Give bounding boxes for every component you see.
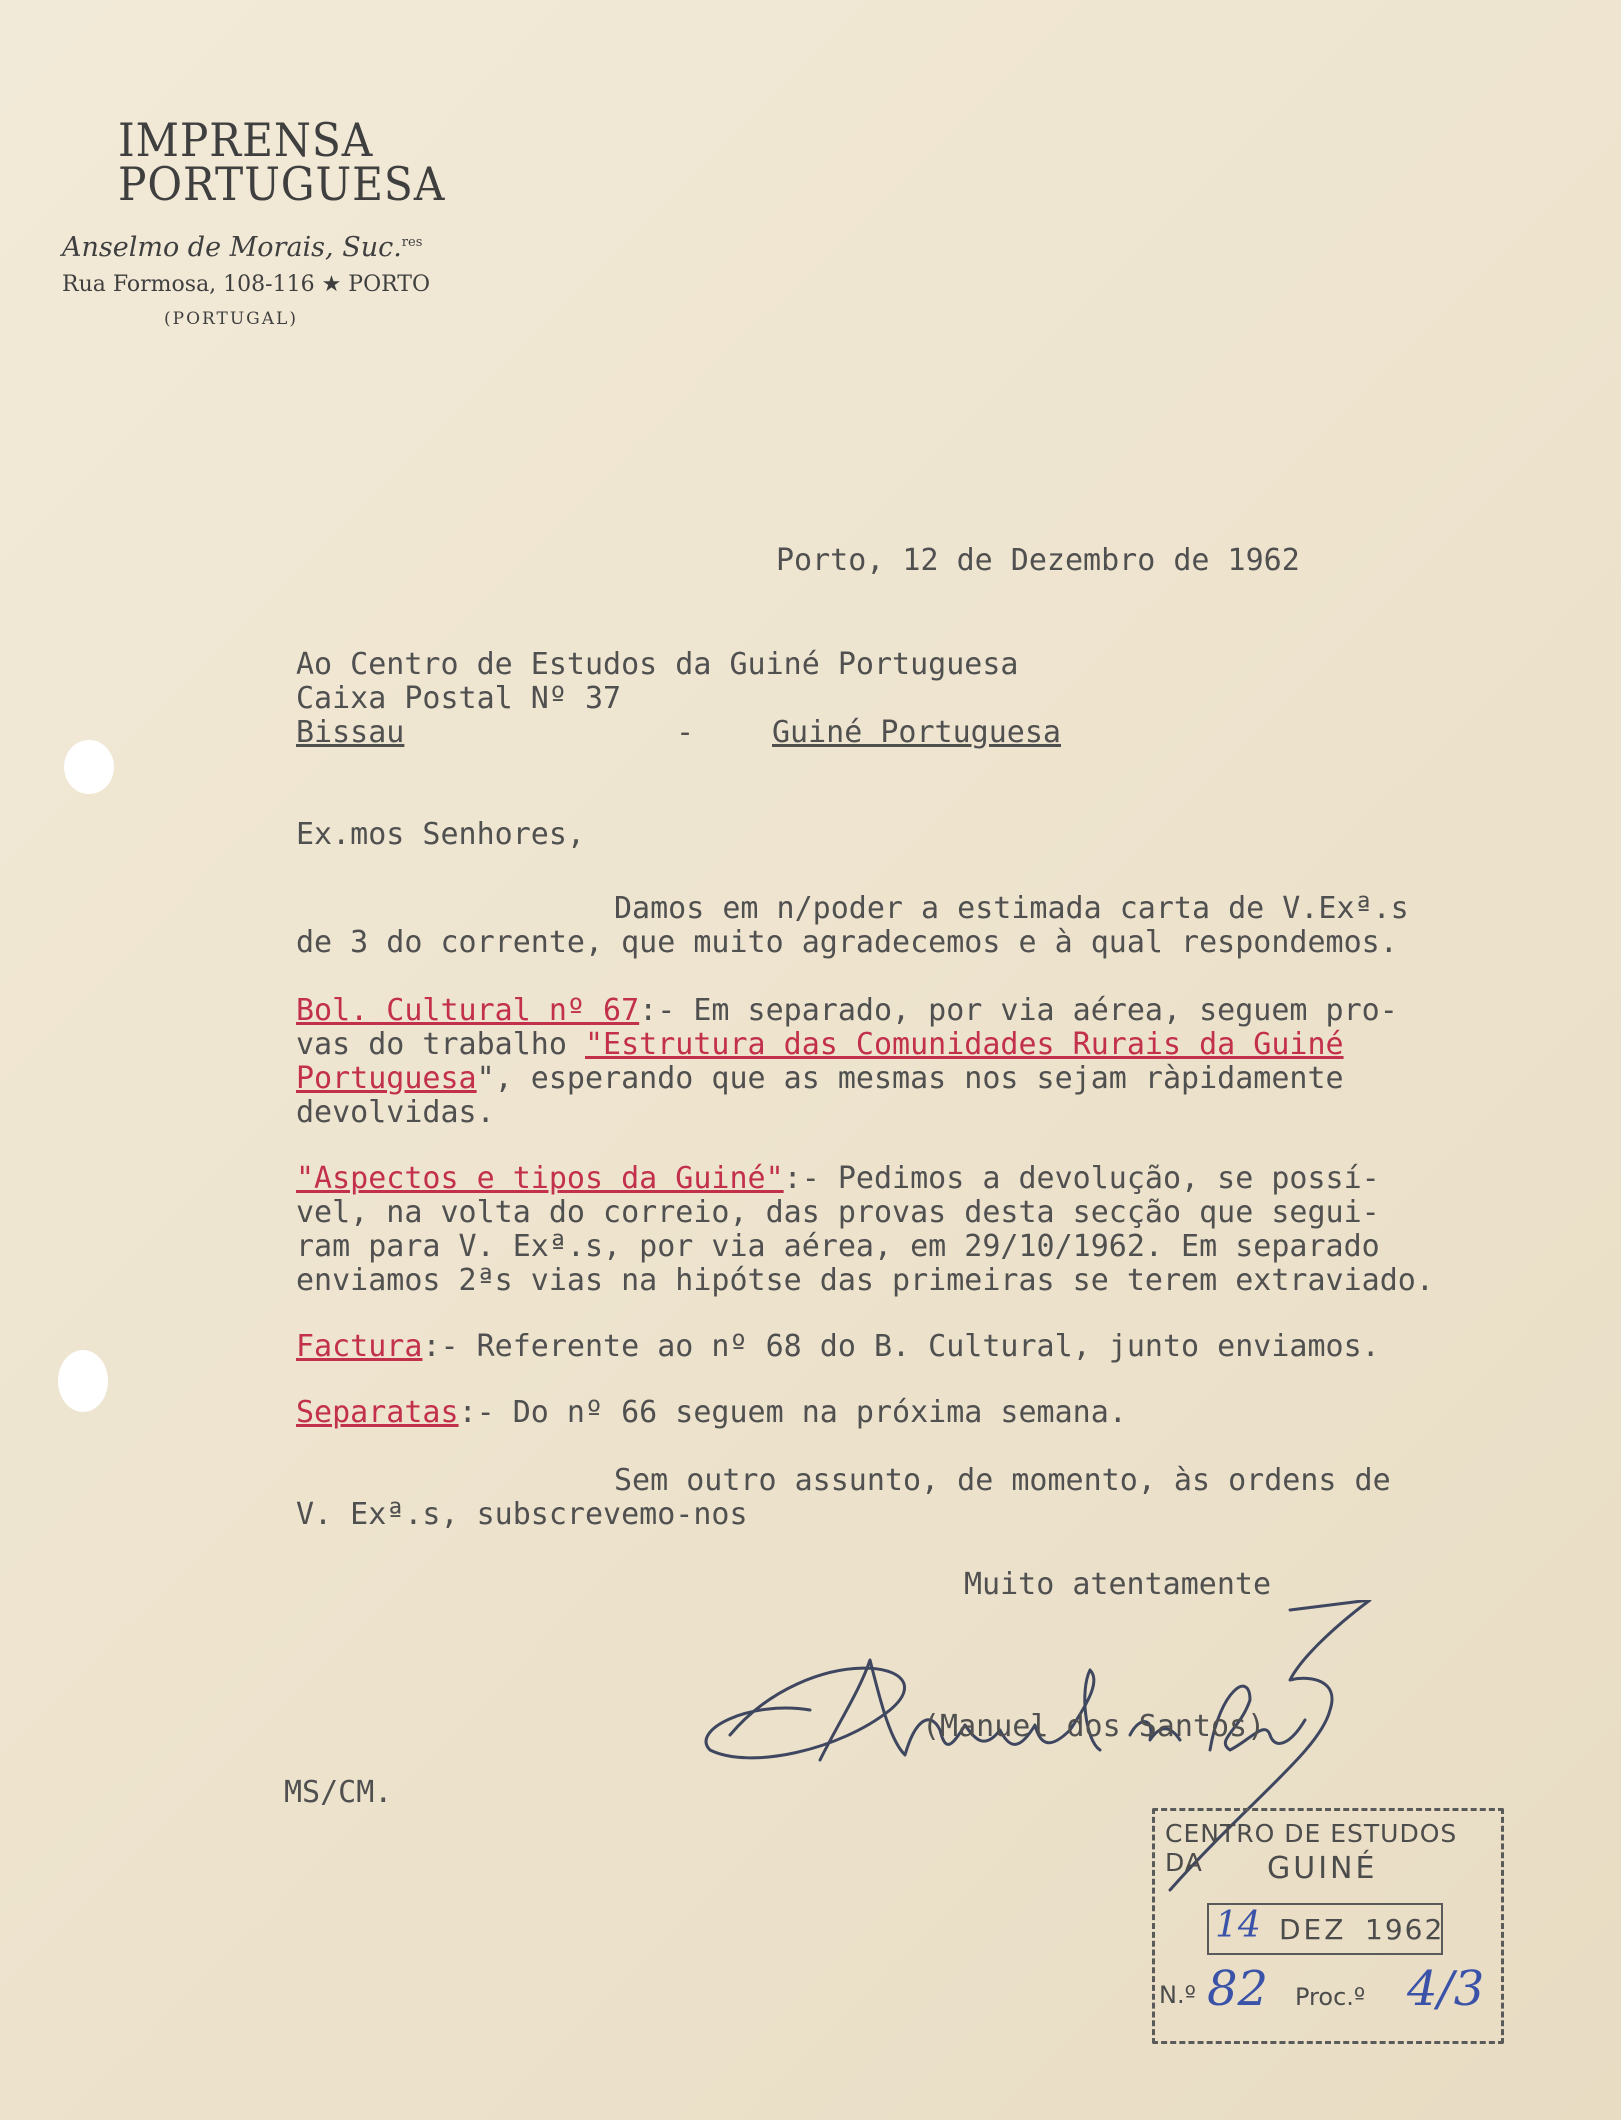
aspectos-line1-rest: :- Pedimos a devolução, se possí- [783, 1161, 1380, 1196]
initials: MS/CM. [284, 1775, 393, 1810]
bol-line2-title: "Estrutura das Comunidades Rurais da Guiné [584, 1027, 1344, 1062]
closing-line2: V. Exª.s, subscrevemo-nos [296, 1497, 748, 1532]
aspectos-line1 [296, 1162, 1380, 1196]
stamp-line1: CENTRO DE ESTUDOS DA [1165, 1819, 1458, 1877]
letterhead-country: (PORTUGAL) [164, 309, 298, 329]
intro-line1: Damos em n/poder a estimada carta de V.Exª.s [614, 891, 1409, 926]
bol-line4: devolvidas. [296, 1095, 495, 1130]
reception-stamp [1152, 1808, 1504, 2044]
aspectos-line2: vel, na volta do correio, das provas desta secção que segui- [296, 1195, 1380, 1230]
separatas-heading: Separatas [296, 1395, 459, 1430]
separatas-rest: :- Do nº 66 seguem na próxima semana. [458, 1395, 1127, 1430]
intro-line2: de 3 do corrente, que muito agradecemos e à qual respondemos. [296, 925, 1398, 960]
stamp-no-label: N.º [1159, 1981, 1196, 2009]
recipient-country: Guiné Portuguesa [772, 715, 1061, 750]
stamp-day: 14 [1215, 1905, 1261, 1946]
punch-hole-bottom [58, 1350, 108, 1412]
stamp-month: DEZ [1279, 1913, 1347, 1946]
recipient-line1: Ao Centro de Estudos da Guiné Portuguesa [296, 647, 1019, 682]
bol-line1-rest: :- Em separado, por via aérea, seguem pro- [639, 993, 1398, 1028]
sign-off: Muito atentamente [964, 1567, 1272, 1602]
stamp-no-value: 82 [1207, 1961, 1269, 2017]
aspectos-heading: "Aspectos e tipos da Guiné" [296, 1161, 784, 1196]
factura-line [296, 1330, 1380, 1364]
factura-rest: :- Referente ao nº 68 do B. Cultural, junto enviamos. [422, 1329, 1380, 1364]
date-line: Porto, 12 de Dezembro de 1962 [776, 543, 1300, 578]
bol-line2-lead: vas do trabalho [296, 1027, 585, 1062]
bol-line1 [296, 994, 1398, 1028]
bol-line3-rest: ", esperando que as mesmas nos sejam ràpidamente [476, 1061, 1344, 1096]
stamp-year: 1962 [1365, 1913, 1445, 1946]
aspectos-line4: enviamos 2ªs vias na hipótse das primeiras se terem extraviado. [296, 1263, 1434, 1298]
stamp-proc-label: Proc.º [1295, 1983, 1366, 2011]
successor-sup: res [401, 235, 423, 250]
salutation: Ex.mos Senhores, [296, 817, 585, 852]
letterhead-company [118, 113, 446, 211]
factura-heading: Factura [296, 1329, 423, 1364]
punch-hole-top [64, 740, 114, 794]
bol-line3-title: Portuguesa [296, 1061, 477, 1096]
bol-line3 [296, 1062, 1344, 1096]
signatory-name: (Manuel dos Santos) [922, 1709, 1266, 1744]
recipient-separator: - [676, 715, 695, 750]
company-line2: PORTUGUESA [118, 157, 446, 211]
recipient-line2: Caixa Postal Nº 37 [296, 681, 622, 716]
stamp-date-box [1207, 1903, 1443, 1955]
closing-line1: Sem outro assunto, de momento, às ordens de [614, 1463, 1391, 1498]
company-line1: IMPRENSA [118, 113, 374, 167]
letterhead-address: Rua Formosa, 108-116 ★ PORTO [62, 272, 431, 297]
successor-text: Anselmo de Morais, Suc. [62, 232, 402, 263]
bol-line2 [296, 1028, 1344, 1062]
recipient-city: Bissau [296, 715, 405, 750]
bol-heading: Bol. Cultural nº 67 [296, 993, 640, 1028]
stamp-proc-value: 4/3 [1407, 1961, 1485, 2017]
letterhead-successor [62, 232, 422, 263]
separatas-line [296, 1396, 1127, 1430]
aspectos-line3: ram para V. Exª.s, por via aérea, em 29/10/1962. Em separado [296, 1229, 1380, 1264]
stamp-line2: GUINÉ [1267, 1851, 1378, 1886]
